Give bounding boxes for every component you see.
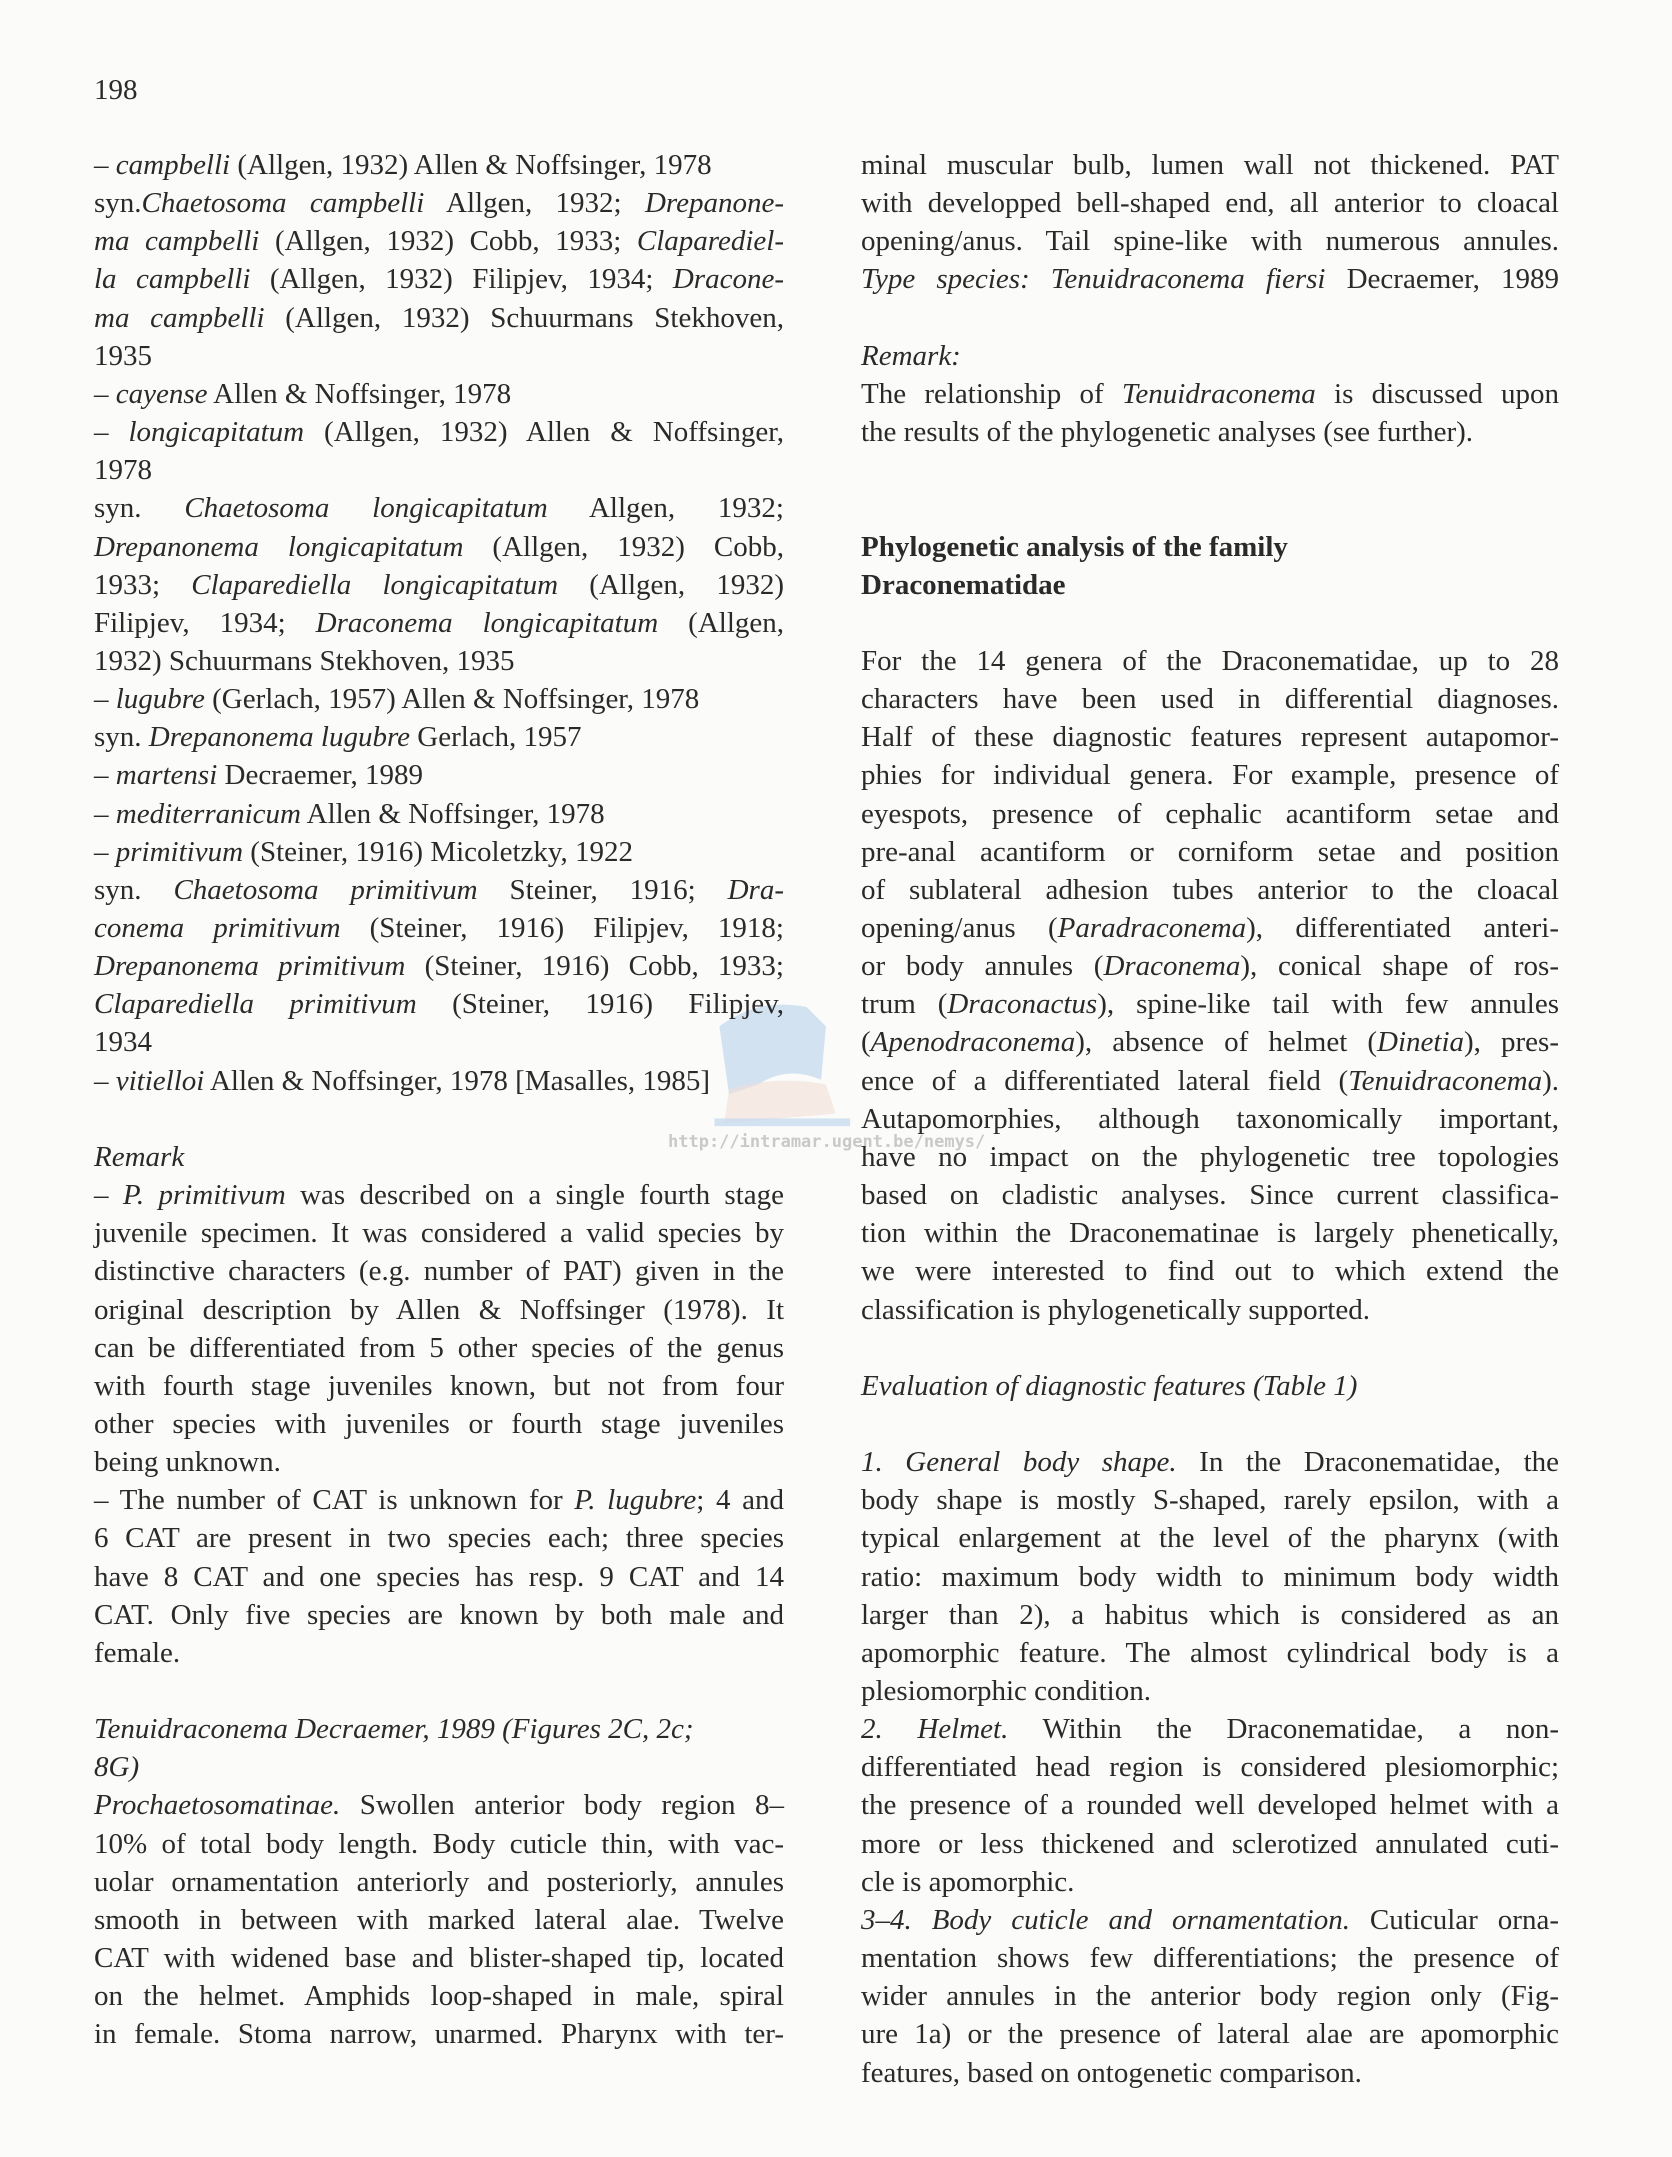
text-line (861, 1214, 1559, 1252)
italic-text: Claparediella longicapitatum (191, 568, 559, 601)
text-segment: the results of the phylogenetic analyses (see further). (861, 416, 1474, 449)
text-segment: (Steiner, 1916) Filipjev, (416, 988, 784, 1021)
text-line (94, 985, 784, 1023)
text-segment: being unknown. (94, 1446, 281, 1479)
text-line (94, 1138, 784, 1176)
text-line (94, 680, 784, 718)
text-segment: other species with juveniles or fourth stage juveniles (94, 1407, 784, 1440)
text-line (94, 756, 784, 794)
text-line (94, 375, 784, 413)
italic-text: Tenuidraconema (1121, 377, 1316, 410)
italic-text: Remark: (861, 339, 961, 372)
text-line (861, 947, 1559, 985)
text-segment: larger than 2), a habitus which is considered as an (861, 1598, 1559, 1631)
text-line (94, 1558, 784, 1596)
text-segment: ), pres- (1464, 1026, 1559, 1059)
text-line (861, 2015, 1559, 2053)
text-line (94, 260, 784, 298)
text-segment: CAT with widened base and blister-shaped tip, located (94, 1942, 784, 1975)
italic-text: P. primitivum (122, 1179, 286, 1212)
text-segment: Decraemer, 1989 (1325, 263, 1559, 296)
text-segment: female. (94, 1636, 181, 1669)
italic-text: Chaetosoma longicapitatum (184, 492, 548, 525)
text-segment: (Allgen, 1932) (558, 568, 784, 601)
text-line (861, 337, 1559, 375)
text-segment: more or less thickened and sclerotized annulated cuti- (861, 1827, 1559, 1860)
text-segment: CAT. Only five species are known by both male and (94, 1598, 784, 1631)
text-line (94, 1214, 784, 1252)
text-segment: syn. (94, 492, 185, 525)
text-line (94, 1023, 784, 1061)
text-segment: In the Draconematidae, the (1176, 1446, 1560, 1479)
text-segment: with fourth stage juveniles known, but not from four (94, 1369, 784, 1402)
text-segment: (Steiner, 1916) Filipjev, 1918; (340, 912, 784, 944)
text-line (94, 1748, 784, 1786)
text-segment: – (94, 377, 116, 410)
section-heading-text: Phylogenetic analysis of the family (861, 530, 1288, 563)
italic-text: ma campbelli (94, 301, 265, 334)
italic-text: Dracone- (672, 263, 784, 296)
text-line (861, 1634, 1559, 1672)
text-line (94, 146, 784, 184)
text-segment: based on cladistic analyses. Since current classifica- (861, 1179, 1559, 1212)
italic-text: longicapitatum (128, 416, 305, 449)
text-line (861, 1252, 1559, 1290)
text-line (94, 1825, 784, 1863)
text-segment: Decraemer, 1989 (217, 759, 424, 792)
text-line (94, 1710, 784, 1748)
text-segment: Cuticular orna- (1349, 1903, 1559, 1936)
text-line (94, 566, 784, 604)
text-segment: was described on a single fourth stage (285, 1179, 785, 1212)
italic-text: lugubre (115, 683, 205, 716)
text-segment: 6 CAT are present in two species each; three species (94, 1522, 784, 1555)
text-segment: ure 1a) or the presence of lateral alae are apomorphic (861, 2018, 1559, 2051)
text-segment: (Allgen, 1932) Allen & Noffsinger, 1978 (230, 149, 712, 181)
text-segment: tion within the Draconematinae is largely phenetically, (861, 1217, 1559, 1250)
text-line (861, 184, 1559, 222)
text-line (861, 413, 1559, 451)
text-line (861, 1825, 1559, 1863)
italic-text: 3–4. Body cuticle and ornamentation. (861, 1903, 1350, 1936)
text-segment: – (94, 759, 116, 792)
text-line (94, 1519, 784, 1557)
italic-text: 1. General body shape. (861, 1446, 1177, 1479)
text-line (861, 1367, 1559, 1405)
text-segment: ), absence of helmet ( (1075, 1026, 1378, 1059)
text-line (94, 718, 784, 756)
italic-text: Tenuidraconema (1348, 1064, 1543, 1097)
italic-text: Drepanonema lugubre (148, 721, 411, 754)
text-segment: ). (1542, 1064, 1559, 1097)
text-segment: opening/anus. Tail spine-like with numerous annules. (861, 225, 1559, 258)
text-segment: 1978 (94, 454, 152, 487)
italic-text: Drepanonema primitivum (94, 950, 406, 983)
text-line (94, 489, 784, 527)
text-segment: ( (861, 1026, 871, 1059)
text-line (861, 1138, 1559, 1176)
text-segment: plesiomorphic condition. (861, 1675, 1151, 1707)
text-segment: characters have been used in differential diagnoses. (861, 683, 1559, 716)
text-segment: or body annules ( (861, 950, 1104, 983)
italic-text: Drepanonema longicapitatum (94, 530, 464, 563)
text-line (861, 1672, 1559, 1710)
text-line (94, 299, 784, 337)
text-line (94, 222, 784, 260)
italic-text: Apenodraconema (870, 1026, 1076, 1059)
text-segment: Filipjev, 1934; (94, 606, 316, 639)
text-segment: (Steiner, 1916) Cobb, 1933; (405, 950, 784, 983)
text-line (861, 1863, 1559, 1901)
text-segment: For the 14 genera of the Draconematidae, up to 28 (861, 644, 1559, 677)
italic-text: Chaetosoma primitivum (173, 873, 478, 906)
italic-text: P. lugubre (574, 1484, 697, 1517)
text-segment: (Allgen, 1932) Allen & Noffsinger, (304, 416, 784, 449)
text-line (94, 1291, 784, 1329)
text-line (94, 1786, 784, 1824)
italic-text: Dra- (727, 873, 784, 906)
text-segment: have 8 CAT and one species has resp. 9 CAT and 14 (94, 1560, 784, 1593)
text-line (861, 718, 1559, 756)
text-line (94, 604, 784, 642)
italic-text: primitivum (115, 835, 244, 868)
text-line (94, 795, 784, 833)
text-line (861, 1710, 1559, 1748)
text-segment: (Gerlach, 1957) Allen & Noffsinger, 1978 (204, 683, 700, 716)
text-segment: – The number of CAT is unknown for (94, 1484, 575, 1517)
text-segment: 1935 (94, 339, 152, 372)
text-line (861, 1596, 1559, 1634)
text-segment: body shape is mostly S-shaped, rarely epsilon, with a (861, 1484, 1559, 1517)
text-segment: – (94, 149, 116, 181)
text-line (94, 833, 784, 871)
text-line (94, 413, 784, 451)
text-segment: Half of these diagnostic features represent autapomor- (861, 721, 1559, 754)
text-line (861, 1062, 1559, 1100)
text-line (861, 260, 1559, 298)
text-segment: smooth in between with marked lateral alae. Twelve (94, 1903, 784, 1936)
text-segment: – (94, 1064, 116, 1097)
text-line (861, 909, 1559, 947)
text-segment: ), conical shape of ros- (1240, 950, 1559, 983)
text-segment: eyespots, presence of cephalic acantiform setae and (861, 797, 1559, 830)
text-segment: – (94, 1179, 123, 1212)
text-line (94, 1901, 784, 1939)
text-segment: is discussed upon (1315, 377, 1559, 410)
text-segment: uolar ornamentation anteriorly and posteriorly, annules (94, 1865, 784, 1898)
text-line (861, 375, 1559, 413)
text-line (861, 1176, 1559, 1214)
text-segment: 1934 (94, 1026, 152, 1059)
text-segment: mentation shows few differentiations; the presence of (861, 1942, 1559, 1975)
text-segment: can be differentiated from 5 other species of the genus (94, 1331, 784, 1364)
italic-text: Prochaetosomatinae. (94, 1789, 341, 1822)
text-segment: original description by Allen & Noffsinger (1978). It (94, 1293, 784, 1326)
text-line (94, 947, 784, 985)
text-line (861, 985, 1559, 1023)
text-line (861, 642, 1559, 680)
text-line (94, 2015, 784, 2053)
text-line (861, 1519, 1559, 1557)
text-segment: have no impact on the phylogenetic tree topologies (861, 1140, 1559, 1173)
text-line (861, 1558, 1559, 1596)
italic-text: conema primitivum (94, 912, 341, 944)
text-line (861, 1901, 1559, 1939)
text-segment: 1932) Schuurmans Stekhoven, 1935 (94, 644, 515, 677)
text-segment: (Allgen, (658, 606, 785, 639)
text-line (94, 1977, 784, 2015)
italic-text: Paradraconema (1057, 912, 1247, 944)
text-line (94, 1176, 784, 1214)
italic-text: Drepanone- (644, 187, 785, 220)
text-line (861, 795, 1559, 833)
text-segment: Steiner, 1916; (477, 873, 728, 906)
text-segment: Within the Draconematidae, a non- (1008, 1713, 1559, 1746)
text-line (94, 909, 784, 947)
text-segment: Allgen, 1932; (424, 187, 645, 220)
text-segment: of sublateral adhesion tubes anterior to the cloacal (861, 873, 1559, 906)
text-line (94, 1405, 784, 1443)
text-line (861, 1443, 1559, 1481)
italic-text: Claparediella primitivum (94, 988, 417, 1021)
text-segment: ence of a differentiated lateral field ( (861, 1064, 1349, 1097)
text-segment: 10% of total body length. Body cuticle thin, with vac- (94, 1827, 784, 1860)
italic-text: Remark (94, 1140, 185, 1173)
text-segment: phies for individual genera. For example, presence of (861, 759, 1559, 792)
text-segment: Autapomorphies, although taxonomically important, (861, 1102, 1559, 1135)
text-segment: Allen & Noffsinger, 1978 [Masalles, 1985] (204, 1064, 711, 1097)
text-line (94, 184, 784, 222)
italic-text: Evaluation of diagnostic features (Table 1) (861, 1369, 1358, 1402)
text-segment: syn. (94, 873, 174, 906)
text-segment: syn. (94, 187, 142, 220)
text-segment: minal muscular bulb, lumen wall not thickened. PAT (861, 149, 1559, 181)
italic-text: vitielloi (115, 1064, 205, 1097)
italic-text: Type species: Tenuidraconema fiersi (861, 263, 1326, 296)
text-line (861, 1023, 1559, 1061)
italic-text: Draconactus (947, 988, 1098, 1021)
text-line (861, 1786, 1559, 1824)
italic-text: Dinetia (1377, 1026, 1465, 1059)
text-segment: (Steiner, 1916) Micoletzky, 1922 (243, 835, 634, 868)
text-segment: 1933; (94, 568, 192, 601)
text-segment: (Allgen, 1932) Cobb, (463, 530, 784, 563)
italic-text: ma campbelli (94, 225, 260, 258)
text-segment: The relationship of (861, 377, 1122, 410)
text-segment: (Allgen, 1932) Schuurmans Stekhoven, (264, 301, 784, 334)
text-segment: – (94, 683, 116, 716)
page-number: 198 (94, 74, 138, 106)
text-segment: ), spine-like tail with few annules (1097, 988, 1559, 1021)
text-segment: Gerlach, 1957 (410, 721, 582, 754)
text-line (861, 1977, 1559, 2015)
italic-text: cayense (115, 377, 208, 410)
italic-text: Draconema longicapitatum (315, 606, 659, 639)
text-segment: (Allgen, 1932) Cobb, 1933; (259, 225, 637, 258)
text-line (861, 833, 1559, 871)
text-segment: ; 4 and (696, 1484, 785, 1517)
text-line (861, 1939, 1559, 1977)
text-segment: Swollen anterior body region 8– (340, 1789, 784, 1822)
watermark-url: http://intramar.ugent.be/nemys/ (668, 1132, 986, 1152)
text-line (94, 1634, 784, 1672)
text-segment: with developped bell-shaped end, all anterior to cloacal (861, 187, 1559, 220)
text-line (94, 528, 784, 566)
text-segment: trum ( (861, 988, 948, 1021)
text-segment: syn. (94, 721, 149, 754)
text-segment: in female. Stoma narrow, unarmed. Pharynx with ter- (94, 2018, 784, 2051)
text-line (861, 1100, 1559, 1138)
text-line (94, 1329, 784, 1367)
text-segment: the presence of a rounded well developed helmet with a (861, 1789, 1559, 1822)
text-line (94, 1596, 784, 1634)
italic-text: Tenuidraconema Decraemer, 1989 (Figures 2C, 2c; (94, 1713, 694, 1746)
text-segment: typical enlargement at the level of the pharynx (with (861, 1522, 1559, 1555)
text-segment: Allen & Noffsinger, 1978 (207, 377, 512, 410)
text-segment: cle is apomorphic. (861, 1865, 1075, 1898)
text-segment: we were interested to find out to which extend the (861, 1255, 1559, 1288)
text-segment: ), differentiated anteri- (1246, 912, 1559, 944)
italic-text: martensi (115, 759, 218, 792)
text-line (94, 1481, 784, 1519)
section-heading-text: Draconematidae (861, 568, 1066, 601)
text-segment: Allen & Noffsinger, 1978 (301, 797, 605, 830)
italic-text: Draconema (1103, 950, 1241, 983)
text-segment: differentiated head region is considered plesiomorphic; (861, 1751, 1559, 1784)
text-line (94, 1062, 784, 1100)
text-segment: – (94, 835, 116, 868)
text-segment: opening/anus ( (861, 912, 1058, 944)
text-segment: (Allgen, 1932) Filipjev, 1934; (250, 263, 673, 296)
italic-text: 2. Helmet. (861, 1713, 1009, 1746)
italic-text: mediterranicum (115, 797, 301, 830)
text-segment: on the helmet. Amphids loop-shaped in male, spiral (94, 1980, 784, 2013)
text-line (861, 2054, 1559, 2092)
text-segment: classification is phylogenetically supported. (861, 1293, 1370, 1326)
text-line (861, 146, 1559, 184)
text-line (94, 642, 784, 680)
text-line (861, 528, 1559, 566)
text-segment: – (94, 416, 129, 449)
text-segment: pre-anal acantiform or corniform setae and position (861, 835, 1559, 868)
italic-text: campbelli (115, 149, 231, 181)
text-segment: ratio: maximum body width to minimum body width (861, 1560, 1559, 1593)
italic-text: la campbelli (94, 263, 251, 296)
text-line (861, 566, 1559, 604)
text-line (94, 1252, 784, 1290)
text-line (94, 1939, 784, 1977)
text-line (94, 1367, 784, 1405)
text-segment: features, based on ontogenetic comparison. (861, 2056, 1362, 2089)
text-segment: wider annules in the anterior body region only (Fig- (861, 1980, 1559, 2013)
text-line (861, 1748, 1559, 1786)
text-line (94, 1443, 784, 1481)
text-line (861, 1481, 1559, 1519)
text-line (94, 337, 784, 375)
italic-text: Chaetosoma campbelli (141, 187, 425, 220)
text-line (861, 871, 1559, 909)
text-line (94, 451, 784, 489)
text-line (94, 1863, 784, 1901)
text-line (861, 756, 1559, 794)
text-segment: distinctive characters (e.g. number of PAT) given in the (94, 1255, 784, 1288)
text-line (861, 1291, 1559, 1329)
text-segment: Allgen, 1932; (547, 492, 784, 525)
text-line (861, 680, 1559, 718)
text-line (94, 871, 784, 909)
text-segment: – (94, 797, 116, 830)
italic-text: Claparediel- (636, 225, 784, 258)
text-segment: apomorphic feature. The almost cylindrical body is a (861, 1636, 1559, 1669)
text-segment: juvenile specimen. It was considered a valid species by (94, 1217, 784, 1250)
text-line (861, 222, 1559, 260)
italic-text: 8G) (94, 1751, 140, 1784)
